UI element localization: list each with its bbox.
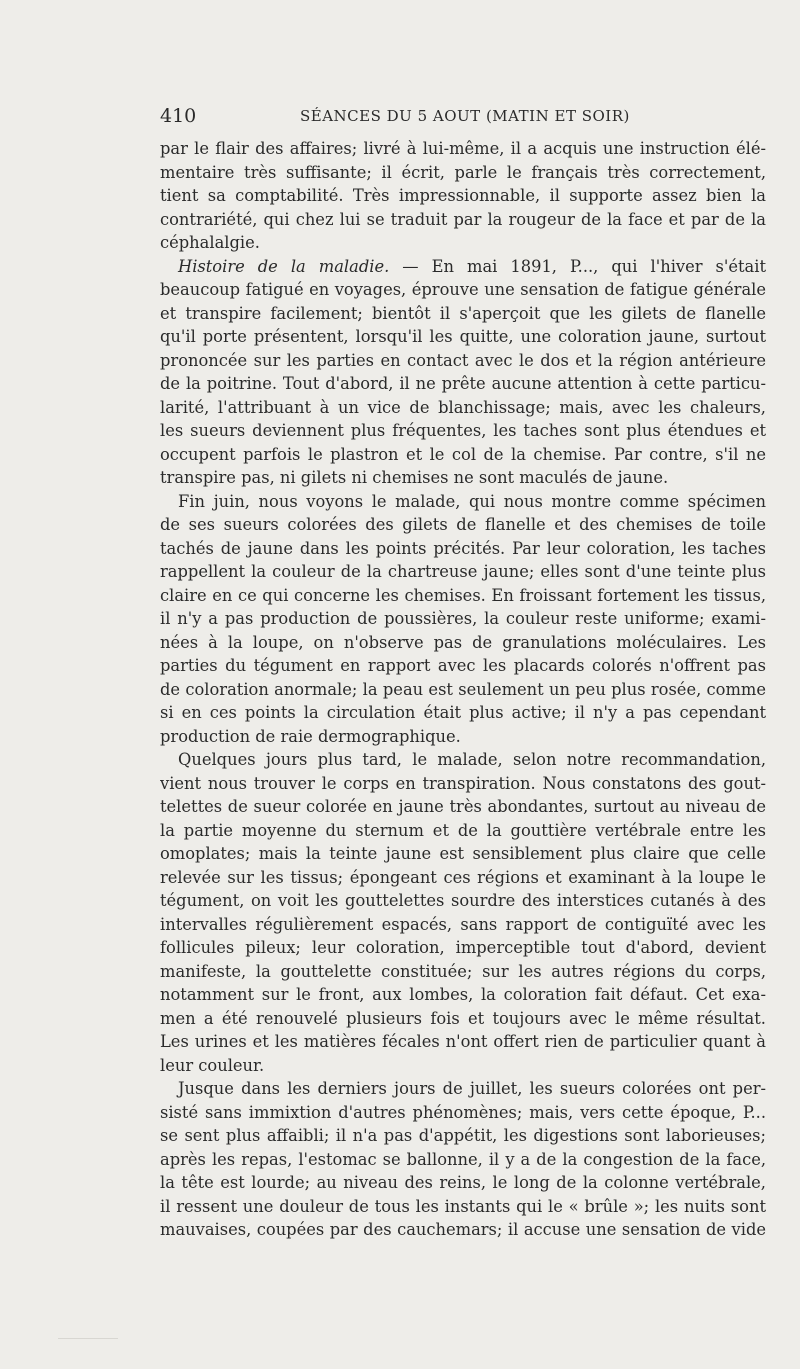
section-heading-italic: Histoire de la maladie. — [178, 256, 390, 276]
text-line-content: — En mai 1891, P..., qui l'hiver s'était — [389, 256, 766, 276]
text-line — [160, 1007, 766, 1031]
text-line-content: follicules pileux; leur coloration, imperceptible tout d'abord, devient — [160, 938, 766, 957]
text-line — [160, 960, 766, 984]
text-line-content: il n'y a pas production de poussières, la couleur reste uniforme; exami- — [160, 609, 766, 628]
text-line — [160, 208, 766, 232]
text-line-content: Jusque dans les derniers jours de juillet, les sueurs colorées ont per- — [178, 1079, 766, 1098]
text-line-content: la tête est lourde; au niveau des reins, le long de la colonne vertébrale, — [160, 1173, 766, 1192]
text-line-content: céphalalgie. — [160, 233, 260, 252]
text-line — [160, 1171, 766, 1195]
text-line — [160, 325, 766, 349]
text-line-content: Fin juin, nous voyons le malade, qui nous montre comme spécimen — [178, 491, 766, 511]
text-line — [160, 1148, 766, 1172]
text-line-content: Quelques jours plus tard, le malade, selon notre recommandation, — [178, 750, 766, 769]
body-text — [160, 137, 766, 1242]
text-line-content: les sueurs deviennent plus fréquentes, les taches sont plus étendues et — [160, 421, 766, 440]
text-line — [160, 1077, 766, 1101]
text-line-content: omoplates; mais la teinte jaune est sensiblement plus claire que celle — [160, 844, 766, 863]
text-line — [160, 983, 766, 1007]
text-line-content: de ses sueurs colorées des gilets de flanelle et des chemises de toile — [160, 515, 766, 534]
text-line — [160, 678, 766, 702]
text-line-content: il ressent une douleur de tous les instants qui le « brûle »; les nuits sont — [160, 1196, 766, 1216]
text-line — [160, 701, 766, 725]
running-title: SÉANCES DU 5 AOUT (MATIN ET SOIR) — [300, 107, 630, 125]
text-line-content: qu'il porte présentent, lorsqu'il les quitte, une coloration jaune, surtout — [160, 327, 766, 346]
text-line — [160, 1054, 766, 1078]
text-line — [160, 913, 766, 937]
text-line-content: occupent parfois le plastron et le col de la chemise. Par contre, s'il ne — [160, 444, 766, 464]
text-line — [160, 161, 766, 185]
text-line-content: de coloration anormale; la peau est seulement un peu plus rosée, comme — [160, 679, 766, 699]
text-line-content: mauvaises, coupées par des cauchemars; il accuse une sensation de vide — [160, 1220, 766, 1239]
text-line — [160, 889, 766, 913]
text-line-content: beaucoup fatigué en voyages, éprouve une sensation de fatigue générale — [160, 280, 766, 299]
text-line — [160, 490, 766, 514]
text-line-content: intervalles régulièrement espacés, sans rapport de contiguïté avec les — [160, 914, 766, 934]
text-line-content: claire en ce qui concerne les chemises. En froissant fortement les tissus, — [160, 585, 766, 605]
text-line — [160, 795, 766, 819]
text-line — [160, 654, 766, 678]
text-line — [160, 513, 766, 537]
text-line-content: men a été renouvelé plusieurs fois et toujours avec le même résultat. — [160, 1008, 766, 1028]
text-line-content: parties du tégument en rapport avec les placards colorés n'offrent pas — [160, 656, 766, 675]
scan-mark — [58, 1338, 118, 1339]
text-line-content: si en ces points la circulation était plus active; il n'y a pas cependant — [160, 703, 766, 722]
text-line — [160, 396, 766, 420]
text-line — [160, 866, 766, 890]
text-line-content: contrariété, qui chez lui se traduit par la rougeur de la face et par de la — [160, 209, 766, 229]
text-line — [160, 748, 766, 772]
text-line — [160, 137, 766, 161]
text-line — [160, 1218, 766, 1242]
text-line — [160, 631, 766, 655]
text-line — [160, 184, 766, 208]
text-line-content: tient sa comptabilité. Très impressionnable, il supporte assez bien la — [160, 186, 766, 205]
text-line — [160, 302, 766, 326]
text-line — [160, 584, 766, 608]
text-line-content: notamment sur le front, aux lombes, la coloration fait défaut. Cet exa- — [160, 985, 766, 1004]
text-line — [160, 819, 766, 843]
text-line — [160, 1124, 766, 1148]
text-line-content: production de raie dermographique. — [160, 726, 461, 746]
text-line — [160, 1195, 766, 1219]
text-line-content: nées à la loupe, on n'observe pas de granulations moléculaires. Les — [160, 632, 766, 652]
text-line — [160, 607, 766, 631]
page-number: 410 — [160, 105, 197, 127]
text-line — [160, 936, 766, 960]
text-line — [160, 842, 766, 866]
text-line-content: se sent plus affaibli; il n'a pas d'appétit, les digestions sont laborieuses; — [160, 1126, 766, 1145]
text-line-content: tégument, on voit les gouttelettes sourdre des interstices cutanés à des — [160, 891, 766, 910]
text-line — [160, 1101, 766, 1125]
text-line-content: sisté sans immixtion d'autres phénomènes; mais, vers cette époque, P... — [160, 1102, 766, 1122]
text-line — [160, 1030, 766, 1054]
text-line — [160, 349, 766, 373]
text-line-content: relevée sur les tissus; épongeant ces régions et examinant à la loupe le — [160, 867, 766, 887]
text-line-content: larité, l'attribuant à un vice de blanchissage; mais, avec les chaleurs, — [160, 397, 766, 417]
text-line — [160, 537, 766, 561]
text-line — [160, 466, 766, 490]
text-line-content: prononcée sur les parties en contact avec le dos et la région antérieure — [160, 350, 766, 370]
text-line — [160, 419, 766, 443]
text-line-content: tachés de jaune dans les points précités. Par leur coloration, les taches — [160, 538, 766, 558]
text-line — [160, 560, 766, 584]
text-line — [160, 372, 766, 396]
text-line — [160, 725, 766, 749]
text-line-content: de la poitrine. Tout d'abord, il ne prête aucune attention à cette particu- — [160, 374, 766, 393]
text-line-content: après les repas, l'estomac se ballonne, il y a de la congestion de la face, — [160, 1149, 766, 1169]
text-line — [160, 772, 766, 796]
text-line-content: par le flair des affaires; livré à lui-même, il a acquis une instruction élé- — [160, 139, 766, 158]
text-line — [160, 231, 766, 255]
text-line-content: la partie moyenne du sternum et de la gouttière vertébrale entre les — [160, 820, 766, 840]
text-line-content: leur couleur. — [160, 1055, 265, 1075]
running-head — [160, 104, 766, 128]
text-line-content: transpire pas, ni gilets ni chemises ne sont maculés de jaune. — [160, 468, 669, 487]
text-line-content: telettes de sueur colorée en jaune très abondantes, surtout au niveau de — [160, 797, 766, 816]
text-line-content: mentaire très suffisante; il écrit, parle le français très correctement, — [160, 162, 766, 182]
text-line-content: manifeste, la gouttelette constituée; sur les autres régions du corps, — [160, 961, 766, 981]
text-line — [160, 443, 766, 467]
text-line — [160, 278, 766, 302]
text-line-content: Les urines et les matières fécales n'ont offert rien de particulier quant à — [160, 1032, 766, 1051]
text-line-content: rappellent la couleur de la chartreuse jaune; elles sont d'une teinte plus — [160, 562, 766, 581]
text-line — [160, 255, 766, 279]
text-line-content: et transpire facilement; bientôt il s'aperçoit que les gilets de flanelle — [160, 303, 766, 323]
text-line-content: vient nous trouver le corps en transpiration. Nous constatons des gout- — [160, 773, 766, 793]
